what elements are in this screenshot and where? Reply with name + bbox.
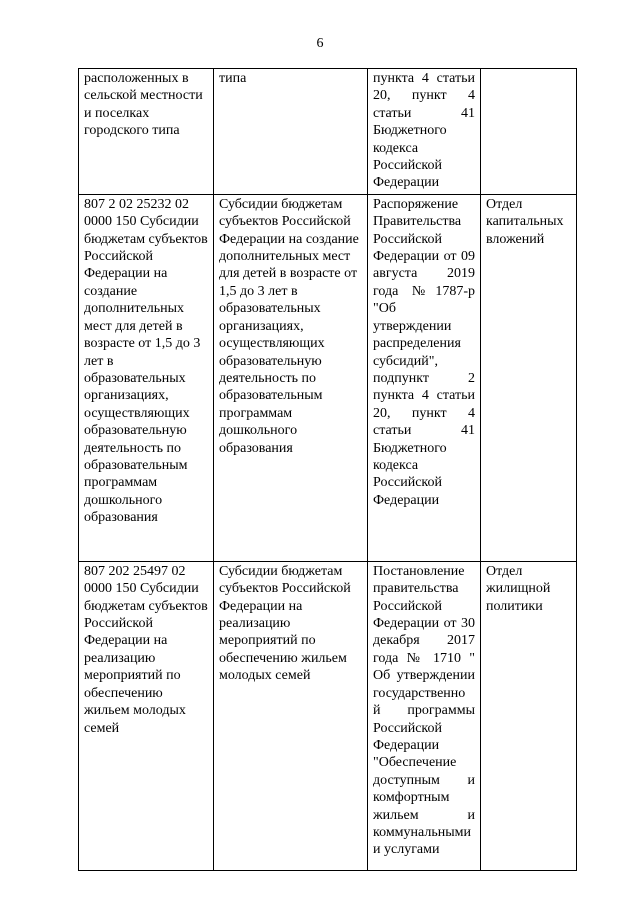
revenue-name-cell	[214, 69, 368, 195]
revenue-name-cell	[214, 194, 368, 561]
department-cell	[481, 69, 577, 195]
budget-code-cell	[79, 561, 214, 870]
legal-basis-cell	[368, 194, 481, 561]
page-number: 6	[316, 36, 324, 51]
cell-text: типа	[219, 71, 247, 86]
cell-text: 807 202 25497 02 0000 150 Субсидии бюджетам субъектов Российской Федерации на реализацию мероприятий по обеспечению жильем молодых семей	[84, 563, 208, 736]
cell-text: Распоряжение Правительства Российской Федерации от 09 августа 2019 года №1787-р "Об утверждении распределения субсидий", подпункт 2 пункта 4 статьи 20, пункт 4 статьи 41 Бюджетного кодекса Российской Федерации	[373, 196, 475, 508]
cell-text: 807 2 02 25232 02 0000 150 Субсидии бюджетам субъектов Российской Федерации на создание дополнительных мест для детей в возрасте от 1,5 до 3 лет в образовательных организациях, осуществляющих образовательную деятельность по образовательным программам дошкольного образования	[84, 196, 208, 526]
department-cell	[481, 194, 577, 561]
table-row	[79, 69, 577, 195]
cell-text: Субсидии бюджетам субъектов Российской Федерации на реализацию мероприятий по обеспечению жильем молодых семей	[219, 563, 351, 684]
document-table	[78, 68, 577, 871]
table-row	[79, 194, 577, 561]
legal-basis-cell	[368, 69, 481, 195]
table-row	[79, 561, 577, 870]
revenue-name-cell	[214, 561, 368, 870]
department-cell	[481, 561, 577, 870]
budget-code-cell	[79, 194, 214, 561]
cell-text: Постановление правительства Российской Федерации от 30 декабря 2017 года № 1710 " Об утверждении государственно й программы Российской Федерации "Обеспечение доступным и комфортным жильем и коммунальными и услугами	[373, 563, 475, 858]
legal-basis-cell	[368, 561, 481, 870]
cell-text: Отдел капитальных вложений	[486, 196, 564, 247]
cell-text: расположенных в сельской местности и поселках городского типа	[84, 71, 203, 139]
cell-text: Отдел жилищной политики	[486, 563, 551, 614]
cell-text: Субсидии бюджетам субъектов Российской Федерации на создание дополнительных мест для детей в возрасте от 1,5 до 3 лет в образовательных организациях, осуществляющих образовательную деятельность по образовательным программам дошкольного образования	[219, 196, 359, 456]
budget-code-cell	[79, 69, 214, 195]
cell-text: пункта 4 статьи 20, пункт 4 статьи 41 Бюджетного кодекса Российской Федерации	[373, 71, 475, 191]
table-body	[79, 69, 577, 871]
